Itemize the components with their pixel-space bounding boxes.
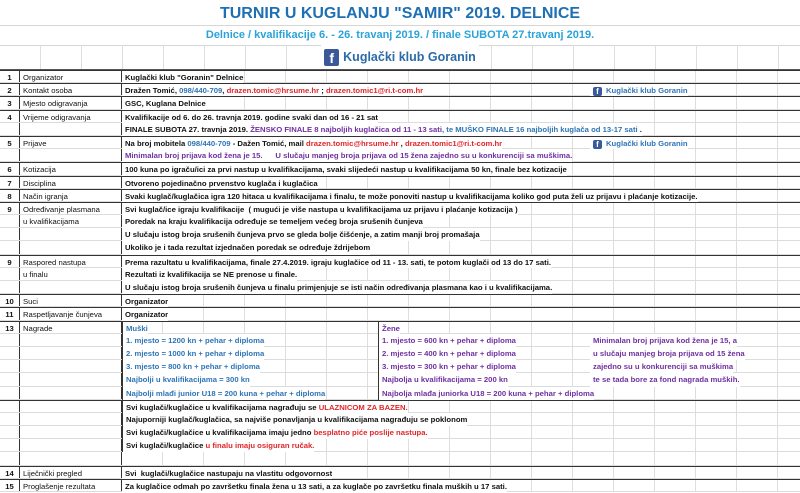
- text-segment: Otvoreno pojedinačno prvenstvo kuglača i kuglačica: [125, 178, 318, 188]
- table-row: [0, 215, 800, 228]
- row-value: [122, 373, 250, 386]
- text-segment: zajedno su u konkurenciji sa muškima: [593, 362, 734, 372]
- row-label: [20, 413, 122, 425]
- row-value: [378, 387, 594, 400]
- row-number: [0, 347, 20, 359]
- row-value: [590, 347, 745, 360]
- text-segment: Najuporniji kuglač/kuglačica, sa najviše ponavljanja u kvalifikacijama nagrađuju se poklonom: [126, 414, 468, 424]
- row-label: Mjesto odigravanja: [20, 97, 122, 108]
- text-segment: Minimalan broj prijava kod žena je 15. U slučaju manjeg broja prijava od 15 žena zajedno su u konkurenciji sa muškima.: [125, 151, 573, 161]
- table-row: [0, 176, 800, 189]
- row-value: [122, 387, 325, 400]
- row-label: [20, 123, 122, 135]
- row-value: [122, 149, 572, 162]
- table-row: [0, 189, 800, 202]
- text-segment: Najbolja mlađa juniorka U18 = 200 kuna + pehar + diploma: [382, 388, 595, 398]
- page-subtitle: Delnice / kvalifikacije 6. - 26. travanj 2019. / finale SUBOTA 27.travanj 2019.: [0, 25, 800, 46]
- row-label: [20, 241, 122, 253]
- row-label: Raspored nastupa: [20, 256, 122, 267]
- text-segment: Dražen Tomić,: [125, 86, 180, 96]
- text-segment: Na broj mobitela: [125, 138, 188, 148]
- row-value: [122, 360, 260, 373]
- text-segment: ;: [319, 86, 326, 96]
- row-number: [0, 215, 20, 227]
- text-segment: Organizator: [125, 297, 169, 307]
- table-row: [0, 387, 800, 400]
- text-segment: U slučaju istog broja srušenih čunjeva prvo se gleda bolje čišćenje, a zatim manji broj promašaja: [125, 230, 480, 240]
- text-segment: te se tada bore za fond nagrada muških.: [593, 375, 740, 385]
- text-segment: Svi kuglači/kuglačice u kvalifikacijama imaju jedno: [126, 428, 314, 438]
- text-segment: Svi kuglači/kuglačice u kvalifikacijama nagrađuju se: [126, 402, 319, 412]
- row-value: [122, 215, 423, 228]
- row-label: Nagrade: [20, 322, 122, 333]
- table-row: [0, 136, 800, 149]
- table-row: [0, 255, 800, 268]
- row-number: [0, 241, 20, 253]
- row-value: [122, 334, 264, 347]
- row-label: [20, 401, 122, 412]
- facebook-link[interactable]: Kuglački klub Goranin: [606, 138, 688, 148]
- facebook-label: Kuglački klub Goranin: [343, 50, 476, 64]
- text-segment: Kvalifikacije od 6. do 26. travnja 2019. godine svaki dan od 16 - 21 sat: [125, 112, 378, 122]
- row-number: 4: [0, 111, 20, 122]
- table-row: [0, 294, 800, 307]
- row-value: [122, 480, 507, 493]
- table-row: [0, 70, 800, 83]
- text-segment: FINALE SUBOTA 27. travnja 2019.: [125, 124, 251, 134]
- text-segment: Svi kuglači/kuglačice nastupaju na vlastitu odgovornost: [125, 468, 333, 478]
- row-value: [122, 426, 428, 439]
- facebook-banner: [0, 45, 800, 70]
- row-number: 2: [0, 84, 20, 95]
- table-row: [0, 479, 800, 492]
- row-number: [0, 373, 20, 385]
- row-number: 3: [0, 97, 20, 108]
- text-segment: Rezultati iz kvalifikacija se NE prenose u finale.: [125, 269, 298, 279]
- email-link[interactable]: drazen.tomic@hrsume.hr: [306, 138, 399, 148]
- table-row: [0, 373, 800, 386]
- row-number: 1: [0, 71, 20, 82]
- table-row: [0, 110, 800, 123]
- table-row: [0, 360, 800, 373]
- table-row: [0, 400, 800, 413]
- text-segment: Organizator: [125, 310, 169, 320]
- text-segment: U slučaju istog broja srušenih čunjeva u finalu primjenjuje se isti način određivanja plasmana kao i u kvalifikacijama.: [125, 283, 553, 292]
- row-number: 13: [0, 322, 20, 333]
- table-row: [0, 83, 800, 96]
- row-number: [0, 123, 20, 135]
- facebook-link[interactable]: [321, 45, 479, 69]
- info-table: [0, 70, 800, 492]
- row-label: [20, 439, 122, 451]
- row-label: [20, 334, 122, 346]
- text-segment: u slučaju manjeg broja prijava od 15 žena: [593, 348, 745, 358]
- text-segment: ,: [398, 138, 405, 148]
- table-row: [0, 466, 800, 479]
- text-segment: ,: [222, 86, 227, 96]
- text-segment: Svi kuglač/ice igraju kvalifikacije ( mugući je više nastupa u kvalifikacijama uz prijavu i plaćanje kotizacija ): [125, 204, 518, 214]
- text-segment: Najbolji mlađi junior U18 = 200 kuna + pehar + diploma: [126, 388, 326, 398]
- table-row: [0, 149, 800, 162]
- text-segment: Svaki kuglač/kuglačica igra 120 hitaca u kvalifikacijama i finalu, te može ponoviti nastup u kvalifikacijama koliko god puta želi uz prijavu i plaćanje kotizacije.: [125, 191, 698, 201]
- table-row: [0, 123, 800, 136]
- text-segment: Svi kuglači/kuglačice: [126, 441, 206, 451]
- text-segment: , te MUŠKO FINALE 16 najboljih kuglača od 13-17 sati: [442, 124, 638, 134]
- row-label: Raspetljavanje čunjeva: [20, 308, 122, 319]
- email-link[interactable]: drazen.tomic@hrsume.hr: [226, 86, 320, 96]
- row-label: Način igranja: [20, 190, 122, 201]
- table-row: [0, 202, 800, 215]
- row-label: Disciplina: [20, 177, 122, 188]
- table-row: [0, 439, 800, 452]
- text-segment: ŽENSKO FINALE 8 najboljih kuglačica od 11 - 13 sati: [250, 124, 442, 134]
- row-label: Vrijeme odigravanja: [20, 111, 122, 122]
- table-row: [0, 96, 800, 109]
- row-value: [378, 334, 516, 347]
- facebook-icon: f: [593, 87, 602, 96]
- table-row: [0, 228, 800, 241]
- table-row: [0, 162, 800, 175]
- row-label: Suci: [20, 295, 122, 306]
- contact-link: 098/440-709: [187, 138, 231, 148]
- row-value: [378, 360, 516, 373]
- row-label: [20, 426, 122, 438]
- row-label: [20, 347, 122, 359]
- row-value: [590, 373, 740, 386]
- text-segment: Žene: [382, 323, 400, 333]
- row-number: [0, 387, 20, 399]
- table-row: [0, 241, 800, 254]
- table-row: [0, 281, 800, 294]
- facebook-icon: f: [324, 49, 339, 66]
- email-link[interactable]: drazen.tomic1@ri.t-com.hr: [325, 86, 424, 96]
- row-number: 11: [0, 308, 20, 319]
- contact-link: besplatno piće poslije nastupa.: [313, 428, 428, 438]
- row-number: 6: [0, 163, 20, 174]
- row-label: Proglašenje rezultata: [20, 480, 122, 491]
- row-value: [122, 413, 467, 426]
- facebook-icon: f: [593, 140, 602, 149]
- table-row: [0, 426, 800, 439]
- facebook-link[interactable]: Kuglački klub Goranin: [606, 86, 688, 96]
- row-number: [0, 360, 20, 372]
- table-row: [0, 268, 800, 281]
- row-number: 5: [0, 137, 20, 148]
- row-number: [0, 452, 20, 464]
- table-row: [0, 321, 800, 334]
- row-value: [122, 281, 552, 294]
- text-segment: Poredak na kraju kvalifikacija određuje se temeljem većeg broja srušenih čunjeva: [125, 217, 423, 227]
- text-segment: 2. mjesto = 1000 kn + pehar + diploma: [126, 348, 265, 358]
- text-segment: 3. mjesto = 300 kn + pehar + diploma: [382, 362, 516, 372]
- row-value: [122, 228, 480, 241]
- row-label: [20, 360, 122, 372]
- row-number: 10: [0, 295, 20, 306]
- row-number: 15: [0, 480, 20, 491]
- row-label: [20, 452, 122, 464]
- contact-link: 098/440-709: [179, 86, 223, 96]
- text-segment: Prema razultatu u kvalifikacijama, finale 27.4.2019. igraju kuglačice od 11 - 13. sati, te potom kuglači od 13 do 17 sati.: [125, 257, 551, 267]
- row-value: [378, 347, 516, 360]
- text-segment: Muški: [126, 323, 148, 333]
- row-number: 8: [0, 190, 20, 201]
- row-label: u finalu: [20, 268, 122, 280]
- row-label: [20, 228, 122, 240]
- row-label: Kontakt osoba: [20, 84, 122, 95]
- row-label: Liječnički pregled: [20, 467, 122, 478]
- row-number: [0, 439, 20, 451]
- table-row: [0, 452, 800, 465]
- text-segment: 1. mjesto = 1200 kn + pehar + diploma: [126, 335, 265, 345]
- email-link[interactable]: drazen.tomic1@ri.t-com.hr: [404, 138, 503, 148]
- row-label: Prijave: [20, 137, 122, 148]
- row-value: [122, 241, 370, 254]
- row-number: 9: [0, 203, 20, 214]
- row-value: [122, 268, 297, 281]
- text-segment: Ukoliko je i tada rezultat izjednačen poredak se određuje ždrijebom: [125, 243, 371, 253]
- text-segment: 100 kuna po igraču/ici za prvi nastup u kvalifikacijama, svaki slijedeći nastup u kvalifikacijama 50 kn, finale bez kotizacije: [125, 165, 567, 175]
- row-value: [122, 347, 264, 360]
- row-value: [590, 360, 733, 373]
- row-label: [20, 387, 122, 399]
- text-segment: GSC, Kuglana Delnice: [125, 99, 206, 109]
- row-number: [0, 228, 20, 240]
- text-segment: 2. mjesto = 400 kn + pehar + diploma: [382, 348, 516, 358]
- row-number: [0, 413, 20, 425]
- row-value: [590, 334, 737, 347]
- row-number: 9: [0, 256, 20, 267]
- text-segment: Najbolji u kvalifikacijama = 300 kn: [126, 375, 250, 385]
- text-segment: .: [637, 124, 642, 134]
- row-label: Kotizacija: [20, 163, 122, 174]
- row-number: 14: [0, 467, 20, 478]
- contact-link: u finalu imaju osiguran ručak.: [205, 441, 315, 451]
- row-label: u kvalifikacijama: [20, 215, 122, 227]
- text-segment: 3. mjesto = 800 kn + pehar + diploma: [126, 362, 260, 372]
- text-segment: - Dažen Tomić, mail: [230, 138, 307, 148]
- text-segment: Kuglački klub "Goranin" Delnice: [125, 73, 244, 82]
- text-segment: Za kuglačice odmah po završetku finala žena u 13 sati, a za kuglače po završetku finala muških u 17 sati.: [125, 481, 507, 491]
- table-row: [0, 413, 800, 426]
- row-label: [20, 149, 122, 161]
- text-segment: Najbolja u kvalifikacijama = 200 kn: [382, 375, 508, 385]
- row-value: [122, 439, 314, 452]
- row-label: Organizator: [20, 71, 122, 82]
- row-number: [0, 426, 20, 438]
- row-label: [20, 281, 122, 293]
- row-value: [122, 123, 642, 136]
- text-segment: Minimalan broj prijava kod žena je 15, a: [593, 335, 737, 345]
- row-label: [20, 373, 122, 385]
- row-number: 7: [0, 177, 20, 188]
- table-row: [0, 334, 800, 347]
- page-title: TURNIR U KUGLANJU "SAMIR" 2019. DELNICE: [0, 0, 800, 26]
- text-segment: 1. mjesto = 600 kn + pehar + diploma: [382, 335, 516, 345]
- table-row: [0, 347, 800, 360]
- row-number: [0, 334, 20, 346]
- contact-link: ULAZNICOM ZA BAZEN.: [318, 402, 408, 412]
- row-number: [0, 281, 20, 293]
- row-number: [0, 149, 20, 161]
- row-value: [378, 373, 508, 386]
- table-row: [0, 307, 800, 320]
- row-label: Određivanje plasmana: [20, 203, 122, 214]
- row-number: [0, 401, 20, 412]
- row-number: [0, 268, 20, 280]
